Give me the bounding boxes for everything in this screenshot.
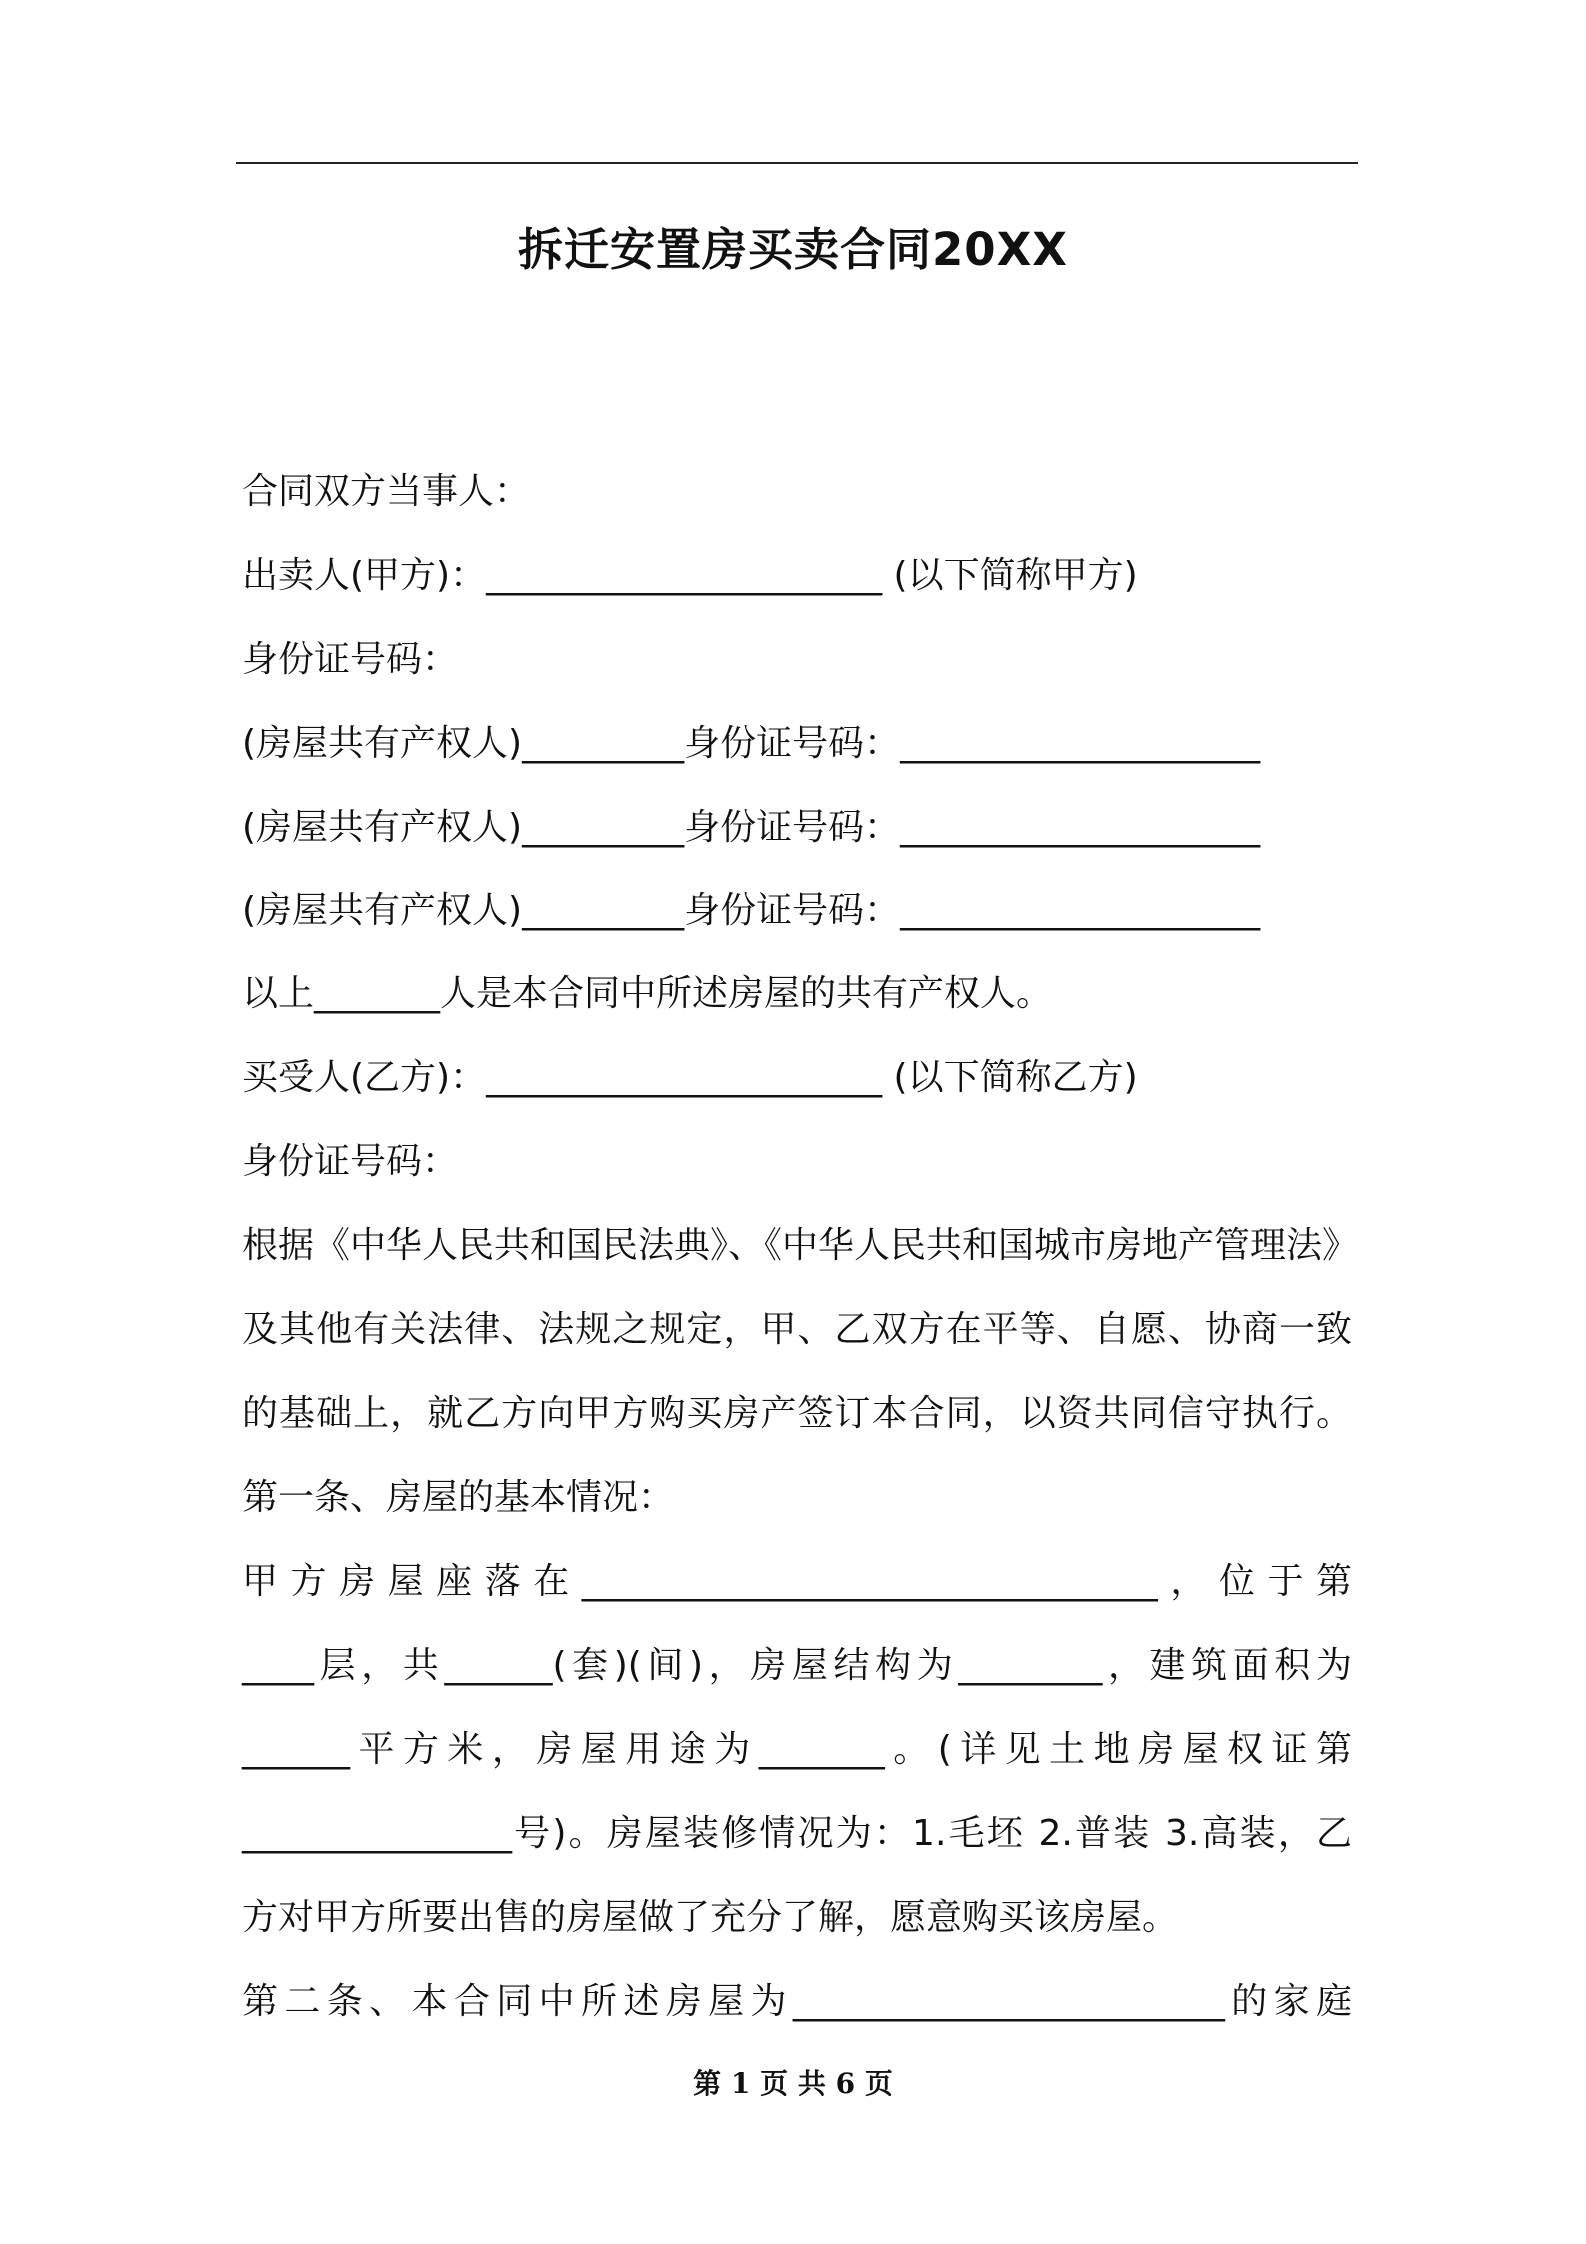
text-line-legal-basis-3: 的基础上，就乙方向甲方购买房产签订本合同，以资共同信守执行。 — [242, 1393, 1352, 1434]
text-line-seller-id: 身份证号码： — [242, 639, 459, 680]
text-line-article-1-p1: 甲方房屋座落在________________________________，位于第 — [242, 1561, 1352, 1602]
text-line-seller: 出卖人(甲方)：______________________ (以下简称甲方) — [242, 555, 1138, 596]
text-line-article-2: 第二条、本合同中所述房屋为________________________的家庭 — [242, 1981, 1352, 2022]
text-line-legal-basis-1: 根据《中华人民共和国民法典》、《中华人民共和国城市房地产管理法》 — [242, 1225, 1359, 1266]
text-line-parties: 合同双方当事人： — [242, 471, 531, 512]
text-line-article-1-p4: _______________号)。房屋装修情况为：1.毛坯 2.普装 3.高装，乙 — [242, 1813, 1352, 1854]
text-line-co-owner-count: 以上_______人是本合同中所述房屋的共有产权人。 — [242, 973, 1053, 1014]
text-line-buyer: 买受人(乙方)：______________________ (以下简称乙方) — [242, 1057, 1138, 1098]
text-line-article-1-p2: ____层，共______(套)(间)，房屋结构为________，建筑面积为 — [242, 1645, 1352, 1686]
text-line-article-1-heading: 第一条、房屋的基本情况： — [242, 1477, 675, 1518]
text-line-buyer-id: 身份证号码： — [242, 1141, 459, 1182]
page-indicator: 第 1 页 共 6 页 — [693, 2067, 893, 2100]
text-line-legal-basis-2: 及其他有关法律、法规之规定，甲、乙双方在平等、自愿、协商一致 — [242, 1309, 1352, 1350]
header-rule — [236, 162, 1358, 164]
text-line-article-1-p5: 方对甲方所要出售的房屋做了充分了解，愿意购买该房屋。 — [242, 1897, 1179, 1938]
text-line-article-1-p3: ______平方米，房屋用途为_______。(详见土地房屋权证第 — [242, 1729, 1352, 1770]
text-line-co-owner-1: (房屋共有产权人)_________身份证号码：____________________ — [242, 723, 1261, 764]
text-line-co-owner-3: (房屋共有产权人)_________身份证号码：____________________ — [242, 890, 1261, 931]
text-line-co-owner-2: (房屋共有产权人)_________身份证号码：____________________ — [242, 807, 1261, 848]
document-title: 拆迁安置房买卖合同20XX — [517, 223, 1068, 276]
